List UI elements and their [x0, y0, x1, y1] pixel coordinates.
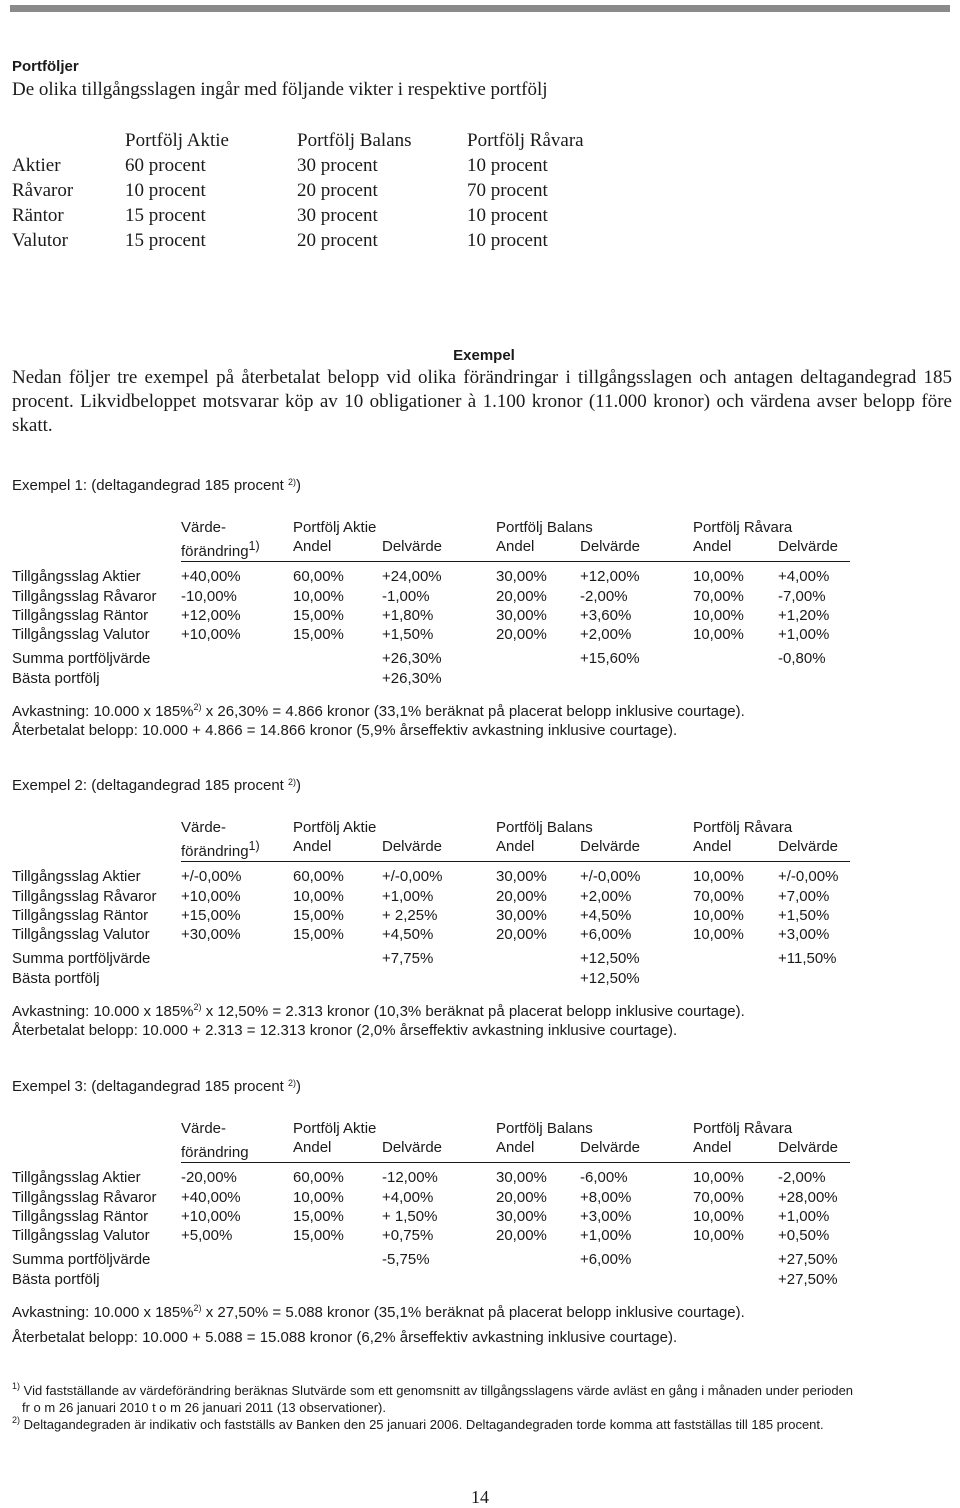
- asset-balans-partial: +12,00%: [580, 568, 640, 586]
- value-change-label: förändring: [181, 843, 249, 861]
- page-number: 14: [471, 1487, 489, 1507]
- repaid-line: Återbetalat belopp: 10.000 + 2.313 = 12.313 kronor (2,0% årseffektiv avkastning inklusive courtage).: [12, 1022, 678, 1040]
- best-label: Bästa portfölj: [12, 969, 100, 987]
- asset-aktie-share: 60,00%: [293, 868, 344, 886]
- asset-row: [12, 906, 850, 925]
- portfolio-ravara-header: Portfölj Råvara: [693, 1120, 793, 1137]
- portfolio-aktie-header: Portfölj Aktie: [293, 1120, 377, 1137]
- example-section-2: [12, 776, 952, 1040]
- repaid-line: Återbetalat belopp: 10.000 + 4.866 = 14.866 kronor (5,9% årseffektiv avkastning inklusive courtage).: [12, 722, 678, 740]
- weights-cell: 10 procent: [467, 205, 548, 226]
- sum-row: [12, 649, 850, 668]
- example-title-footnote: 2): [288, 477, 297, 487]
- asset-balans-share: 20,00%: [496, 887, 547, 905]
- asset-aktie-partial: +24,00%: [382, 568, 442, 586]
- top-rule: [10, 5, 950, 12]
- weights-header-cell: Portfölj Aktie: [125, 130, 229, 151]
- asset-rows: [12, 567, 850, 644]
- weights-cell: 30 procent: [297, 205, 378, 226]
- return-result: x 27,50% = 5.088 kronor (35,1% beräknat på placerat belopp inklusive courtage).: [201, 1304, 745, 1322]
- weights-cell: 15 procent: [125, 230, 206, 251]
- partial-value-header: Delvärde: [382, 1138, 496, 1163]
- footnote-1-cont: fr o m 26 januari 2010 t o m 26 januari 2011 (13 observationer).: [22, 1400, 386, 1415]
- asset-ravara-share: 10,00%: [693, 1207, 744, 1225]
- asset-row: [12, 1226, 850, 1245]
- weights-header-row: [12, 130, 584, 155]
- return-line: [12, 1303, 952, 1322]
- header-row-1: [12, 818, 850, 837]
- asset-ravara-partial: +28,00%: [778, 1188, 838, 1206]
- share-header: Andel: [293, 537, 382, 562]
- value-change-footnote: 1): [248, 839, 260, 854]
- sum-blank: [693, 1250, 778, 1269]
- asset-row: [12, 887, 850, 906]
- weights-cell: Räntor: [12, 205, 64, 226]
- best-blank: [293, 669, 382, 688]
- partial-value-header: Delvärde: [382, 837, 496, 862]
- weights-cell: 15 procent: [125, 205, 206, 226]
- weights-row: [12, 230, 584, 255]
- return-result: x 26,30% = 4.866 kronor (33,1% beräknat på placerat belopp inklusive courtage).: [201, 703, 745, 721]
- portfolio-balans-header: Portfölj Balans: [496, 519, 593, 536]
- portfolio-ravara-header: Portfölj Råvara: [693, 519, 793, 536]
- header-row-2: [12, 1138, 850, 1163]
- asset-aktie-partial: -12,00%: [382, 1169, 438, 1187]
- return-line: [12, 702, 952, 721]
- asset-ravara-partial: -7,00%: [778, 587, 826, 605]
- example-title: [12, 1077, 952, 1097]
- best-blank: [693, 1270, 778, 1289]
- asset-rows: [12, 1168, 850, 1245]
- sum-blank: [293, 649, 382, 668]
- asset-balans-share: 20,00%: [496, 1227, 547, 1245]
- sum-aktie: +26,30%: [382, 650, 442, 668]
- example-table: [12, 1119, 850, 1289]
- asset-label: Tillgångsslag Aktier: [12, 868, 141, 886]
- asset-ravara-partial: +/-0,00%: [778, 868, 839, 886]
- sum-blank: [293, 949, 382, 968]
- header-row-1: [12, 518, 850, 537]
- asset-balans-share: 30,00%: [496, 1207, 547, 1225]
- best-ravara: [778, 669, 850, 688]
- header-blank: [12, 818, 181, 837]
- asset-aktie-partial: +4,50%: [382, 926, 434, 944]
- asset-label: Tillgångsslag Valutor: [12, 626, 150, 644]
- asset-row: [12, 567, 850, 586]
- asset-aktie-share: 15,00%: [293, 906, 344, 924]
- portfolio-balans-header: Portfölj Balans: [496, 819, 593, 836]
- weights-cell: 20 procent: [297, 180, 378, 201]
- sum-balans: +6,00%: [580, 1251, 632, 1269]
- asset-label: Tillgångsslag Valutor: [12, 1227, 150, 1245]
- example-title-text: Exempel 1: (deltagandegrad 185 procent: [12, 477, 289, 494]
- weights-cell: 10 procent: [467, 230, 548, 251]
- asset-balans-partial: +3,00%: [580, 1207, 632, 1225]
- value-change-header-2: [181, 837, 293, 862]
- value-change-footnote: 1): [248, 539, 260, 554]
- share-header: Andel: [693, 1138, 778, 1163]
- footnotes: [12, 1382, 952, 1433]
- asset-balans-share: 20,00%: [496, 587, 547, 605]
- example-table: [12, 518, 850, 688]
- return-footnote: 2): [193, 1002, 202, 1013]
- sum-aktie: +7,75%: [382, 950, 434, 968]
- asset-label: Tillgångsslag Aktier: [12, 1169, 141, 1187]
- return-line: [12, 1002, 952, 1021]
- weights-header-cell: Portfölj Råvara: [467, 130, 584, 151]
- asset-value-change: +12,00%: [181, 606, 241, 624]
- share-header: Andel: [293, 837, 382, 862]
- partial-value-header: Delvärde: [580, 837, 693, 862]
- asset-aktie-share: 15,00%: [293, 626, 344, 644]
- asset-value-change: +10,00%: [181, 626, 241, 644]
- asset-ravara-partial: +7,00%: [778, 887, 830, 905]
- asset-row: [12, 925, 850, 944]
- asset-aktie-share: 10,00%: [293, 887, 344, 905]
- asset-ravara-share: 10,00%: [693, 568, 744, 586]
- asset-row: [12, 1207, 850, 1226]
- best-blank: [293, 1270, 382, 1289]
- best-row: [12, 969, 850, 988]
- asset-label: Tillgångsslag Räntor: [12, 1207, 149, 1225]
- asset-value-change: +10,00%: [181, 887, 241, 905]
- footnote-2: [12, 1416, 952, 1433]
- asset-balans-partial: +4,50%: [580, 906, 632, 924]
- sum-blank: [693, 949, 778, 968]
- asset-ravara-partial: +1,20%: [778, 606, 830, 624]
- asset-balans-partial: +2,00%: [580, 626, 632, 644]
- best-aktie: +26,30%: [382, 669, 442, 687]
- sum-ravara: +27,50%: [778, 1251, 838, 1269]
- asset-aktie-share: 15,00%: [293, 926, 344, 944]
- asset-value-change: -20,00%: [181, 1169, 237, 1187]
- asset-balans-share: 20,00%: [496, 926, 547, 944]
- return-text: Avkastning: 10.000 x 185%: [12, 703, 194, 721]
- asset-aktie-partial: +1,50%: [382, 626, 434, 644]
- portfolio-balans-header: Portfölj Balans: [496, 1120, 593, 1137]
- asset-ravara-partial: +1,00%: [778, 626, 830, 644]
- value-change-header-1: Värde-: [181, 819, 227, 836]
- weights-cell: Aktier: [12, 155, 61, 176]
- best-row: [12, 1270, 850, 1289]
- sum-ravara: -0,80%: [778, 650, 826, 668]
- asset-row: [12, 587, 850, 606]
- header-blank: [12, 1138, 181, 1163]
- best-blank: [496, 969, 580, 988]
- asset-aktie-partial: +1,80%: [382, 606, 434, 624]
- best-label: Bästa portfölj: [12, 1270, 100, 1288]
- asset-aktie-partial: -1,00%: [382, 587, 430, 605]
- partial-value-header: Delvärde: [580, 537, 693, 562]
- asset-balans-partial: +8,00%: [580, 1188, 632, 1206]
- sum-blank: [293, 1250, 382, 1269]
- weights-cell: Råvaror: [12, 180, 74, 201]
- return-footnote: 2): [193, 1303, 202, 1314]
- share-header: Andel: [496, 837, 580, 862]
- best-row: [12, 669, 850, 688]
- best-blank: [496, 669, 580, 688]
- asset-ravara-share: 10,00%: [693, 626, 744, 644]
- asset-value-change: +40,00%: [181, 1188, 241, 1206]
- value-change-header-2: [181, 1138, 293, 1163]
- example-title-end: ): [296, 777, 302, 794]
- asset-ravara-share: 10,00%: [693, 868, 744, 886]
- sum-ravara: +11,50%: [778, 950, 837, 968]
- share-header: Andel: [496, 537, 580, 562]
- sum-blank: [496, 1250, 580, 1269]
- header-blank: [12, 837, 181, 862]
- value-change-label: förändring: [181, 1144, 249, 1162]
- weights-cell: 30 procent: [297, 155, 378, 176]
- example-title-end: ): [296, 1078, 302, 1095]
- weights-row: [12, 205, 584, 230]
- asset-label: Tillgångsslag Råvaror: [12, 587, 157, 605]
- examples-intro-text: Nedan följer tre exempel på återbetalat belopp vid olika förändringar i tillgångsslagen och antagen deltagandegrad 185 procent. Likvidbeloppet motsvarar köp av 10 obligationer à 1.100 kronor (11.000 kronor) och värdena avser belopp före skatt.: [12, 367, 952, 436]
- best-balans: [580, 669, 693, 688]
- asset-aktie-share: 15,00%: [293, 1227, 344, 1245]
- weights-cell: 60 procent: [125, 155, 206, 176]
- example-title-footnote: 2): [288, 1078, 297, 1088]
- value-change-label: förändring: [181, 543, 249, 561]
- asset-label: Tillgångsslag Råvaror: [12, 1188, 157, 1206]
- asset-balans-partial: -6,00%: [580, 1169, 628, 1187]
- weights-row: [12, 155, 584, 180]
- asset-label: Tillgångsslag Aktier: [12, 568, 141, 586]
- asset-label: Tillgångsslag Valutor: [12, 926, 150, 944]
- asset-ravara-share: 10,00%: [693, 906, 744, 924]
- value-change-header-1: Värde-: [181, 1120, 227, 1137]
- share-header: Andel: [693, 537, 778, 562]
- asset-aktie-share: 15,00%: [293, 606, 344, 624]
- asset-balans-share: 30,00%: [496, 568, 547, 586]
- share-header: Andel: [496, 1138, 580, 1163]
- sum-label: Summa portföljvärde: [12, 950, 151, 968]
- asset-ravara-share: 70,00%: [693, 587, 744, 605]
- portfolio-weights-table: [12, 130, 584, 255]
- sum-balans: +12,50%: [580, 950, 640, 968]
- return-footnote: 2): [193, 702, 202, 713]
- example-table: [12, 818, 850, 988]
- partial-value-header: Delvärde: [778, 1138, 850, 1163]
- asset-label: Tillgångsslag Räntor: [12, 906, 149, 924]
- best-aktie: [382, 969, 496, 988]
- header-row-2: [12, 537, 850, 562]
- asset-label: Tillgångsslag Råvaror: [12, 887, 157, 905]
- asset-balans-partial: -2,00%: [580, 587, 628, 605]
- asset-ravara-partial: +4,00%: [778, 568, 830, 586]
- asset-aktie-partial: + 1,50%: [382, 1207, 438, 1225]
- example-section-3: [12, 1077, 952, 1347]
- share-header: Andel: [293, 1138, 382, 1163]
- weights-row: [12, 180, 584, 205]
- value-change-header-1: Värde-: [181, 519, 227, 536]
- asset-aktie-share: 10,00%: [293, 587, 344, 605]
- best-blank: [693, 969, 778, 988]
- sum-label: Summa portföljvärde: [12, 650, 151, 668]
- asset-aktie-share: 60,00%: [293, 1169, 344, 1187]
- weights-header-cell: [12, 130, 125, 155]
- asset-aktie-partial: + 2,25%: [382, 906, 438, 924]
- return-result: x 12,50% = 2.313 kronor (10,3% beräknat på placerat belopp inklusive courtage).: [201, 1003, 745, 1021]
- best-aktie: [382, 1270, 496, 1289]
- footnote-2-text: Deltagandegraden är indikativ och fastställs av Banken den 25 januari 2006. Deltagandegraden torde komma att fastställas till 185 procent.: [23, 1417, 824, 1432]
- footnote-2-mark: 2): [12, 1415, 21, 1425]
- asset-value-change: +5,00%: [181, 1227, 233, 1245]
- best-balans: [580, 1270, 693, 1289]
- best-ravara: [778, 969, 850, 988]
- sum-blank: [693, 649, 778, 668]
- best-balans: +12,50%: [580, 969, 640, 987]
- asset-value-change: +40,00%: [181, 568, 241, 586]
- header-blank: [12, 518, 181, 537]
- asset-ravara-partial: +0,50%: [778, 1227, 830, 1245]
- sum-aktie: -5,75%: [382, 1251, 430, 1269]
- asset-balans-partial: +1,00%: [580, 1227, 632, 1245]
- header-row-2: [12, 837, 850, 862]
- footnote-1: [12, 1382, 952, 1399]
- asset-ravara-partial: +1,00%: [778, 1207, 830, 1225]
- example-title-footnote: 2): [288, 777, 297, 787]
- asset-value-change: +/-0,00%: [181, 868, 242, 886]
- asset-ravara-share: 70,00%: [693, 1188, 744, 1206]
- asset-balans-share: 30,00%: [496, 906, 547, 924]
- asset-ravara-partial: +1,50%: [778, 906, 830, 924]
- portfolios-intro: De olika tillgångsslagen ingår med följande vikter i respektive portfölj: [12, 79, 548, 100]
- asset-ravara-share: 10,00%: [693, 926, 744, 944]
- return-text: Avkastning: 10.000 x 185%: [12, 1003, 194, 1021]
- sum-balans: +15,60%: [580, 650, 640, 668]
- portfolio-aktie-header: Portfölj Aktie: [293, 819, 377, 836]
- partial-value-header: Delvärde: [778, 837, 850, 862]
- best-blank: [496, 1270, 580, 1289]
- asset-row: [12, 1188, 850, 1207]
- asset-balans-partial: +3,60%: [580, 606, 632, 624]
- asset-balans-share: 20,00%: [496, 626, 547, 644]
- asset-balans-partial: +6,00%: [580, 926, 632, 944]
- sum-blank: [496, 649, 580, 668]
- examples-heading: Exempel: [453, 347, 515, 364]
- asset-ravara-share: 10,00%: [693, 1169, 744, 1187]
- partial-value-header: Delvärde: [778, 537, 850, 562]
- portfolios-title: Portföljer: [12, 58, 79, 75]
- asset-balans-partial: +2,00%: [580, 887, 632, 905]
- header-blank: [12, 537, 181, 562]
- example-section-1: [12, 476, 952, 740]
- asset-label: Tillgångsslag Räntor: [12, 606, 149, 624]
- sum-label: Summa portföljvärde: [12, 1251, 151, 1269]
- header-row-1: [12, 1119, 850, 1138]
- weights-cell: Valutor: [12, 230, 68, 251]
- asset-ravara-share: 10,00%: [693, 1227, 744, 1245]
- example-title-text: Exempel 2: (deltagandegrad 185 procent: [12, 777, 289, 794]
- sum-blank: [496, 949, 580, 968]
- weights-cell: 10 procent: [125, 180, 206, 201]
- best-blank: [693, 669, 778, 688]
- asset-value-change: +15,00%: [181, 906, 241, 924]
- asset-balans-share: 30,00%: [496, 606, 547, 624]
- asset-row: [12, 625, 850, 644]
- asset-balans-share: 30,00%: [496, 868, 547, 886]
- asset-row: [12, 606, 850, 625]
- asset-aktie-partial: +0,75%: [382, 1227, 434, 1245]
- repaid-line: Återbetalat belopp: 10.000 + 5.088 = 15.088 kronor (6,2% årseffektiv avkastning inklusive courtage).: [12, 1329, 678, 1347]
- best-ravara: +27,50%: [778, 1270, 838, 1288]
- sum-row: [12, 949, 850, 968]
- footnote-1-text: Vid fastställande av värdeförändring beräknas Slutvärde som ett genomsnitt av tillgångsslagens värde avläst en gång i månaden under perioden: [23, 1383, 854, 1398]
- weights-header-cell: Portfölj Balans: [297, 130, 412, 151]
- example-title: [12, 476, 952, 496]
- asset-ravara-share: 10,00%: [693, 606, 744, 624]
- asset-balans-partial: +/-0,00%: [580, 868, 641, 886]
- weights-cell: 70 procent: [467, 180, 548, 201]
- partial-value-header: Delvärde: [580, 1138, 693, 1163]
- header-blank: [12, 1119, 181, 1138]
- asset-aktie-partial: +1,00%: [382, 887, 434, 905]
- asset-balans-share: 20,00%: [496, 1188, 547, 1206]
- best-blank: [293, 969, 382, 988]
- asset-balans-share: 30,00%: [496, 1169, 547, 1187]
- share-header: Andel: [693, 837, 778, 862]
- asset-ravara-share: 70,00%: [693, 887, 744, 905]
- asset-rows: [12, 867, 850, 944]
- portfolio-aktie-header: Portfölj Aktie: [293, 519, 377, 536]
- weights-cell: 20 procent: [297, 230, 378, 251]
- example-title-text: Exempel 3: (deltagandegrad 185 procent: [12, 1078, 289, 1095]
- asset-value-change: +30,00%: [181, 926, 241, 944]
- asset-value-change: -10,00%: [181, 587, 237, 605]
- asset-aktie-partial: +/-0,00%: [382, 868, 443, 886]
- footnote-1-mark: 1): [12, 1381, 21, 1391]
- asset-ravara-partial: -2,00%: [778, 1169, 826, 1187]
- partial-value-header: Delvärde: [382, 537, 496, 562]
- example-title: [12, 776, 952, 796]
- asset-aktie-share: 15,00%: [293, 1207, 344, 1225]
- portfolio-ravara-header: Portfölj Råvara: [693, 819, 793, 836]
- asset-value-change: +10,00%: [181, 1207, 241, 1225]
- asset-aktie-partial: +4,00%: [382, 1188, 434, 1206]
- weights-cell: 10 procent: [467, 155, 548, 176]
- value-change-header-2: [181, 537, 293, 562]
- asset-row: [12, 867, 850, 886]
- asset-ravara-partial: +3,00%: [778, 926, 830, 944]
- example-title-end: ): [296, 477, 302, 494]
- asset-row: [12, 1168, 850, 1187]
- best-label: Bästa portfölj: [12, 669, 100, 687]
- sum-row: [12, 1250, 850, 1269]
- asset-aktie-share: 60,00%: [293, 568, 344, 586]
- return-text: Avkastning: 10.000 x 185%: [12, 1304, 194, 1322]
- asset-aktie-share: 10,00%: [293, 1188, 344, 1206]
